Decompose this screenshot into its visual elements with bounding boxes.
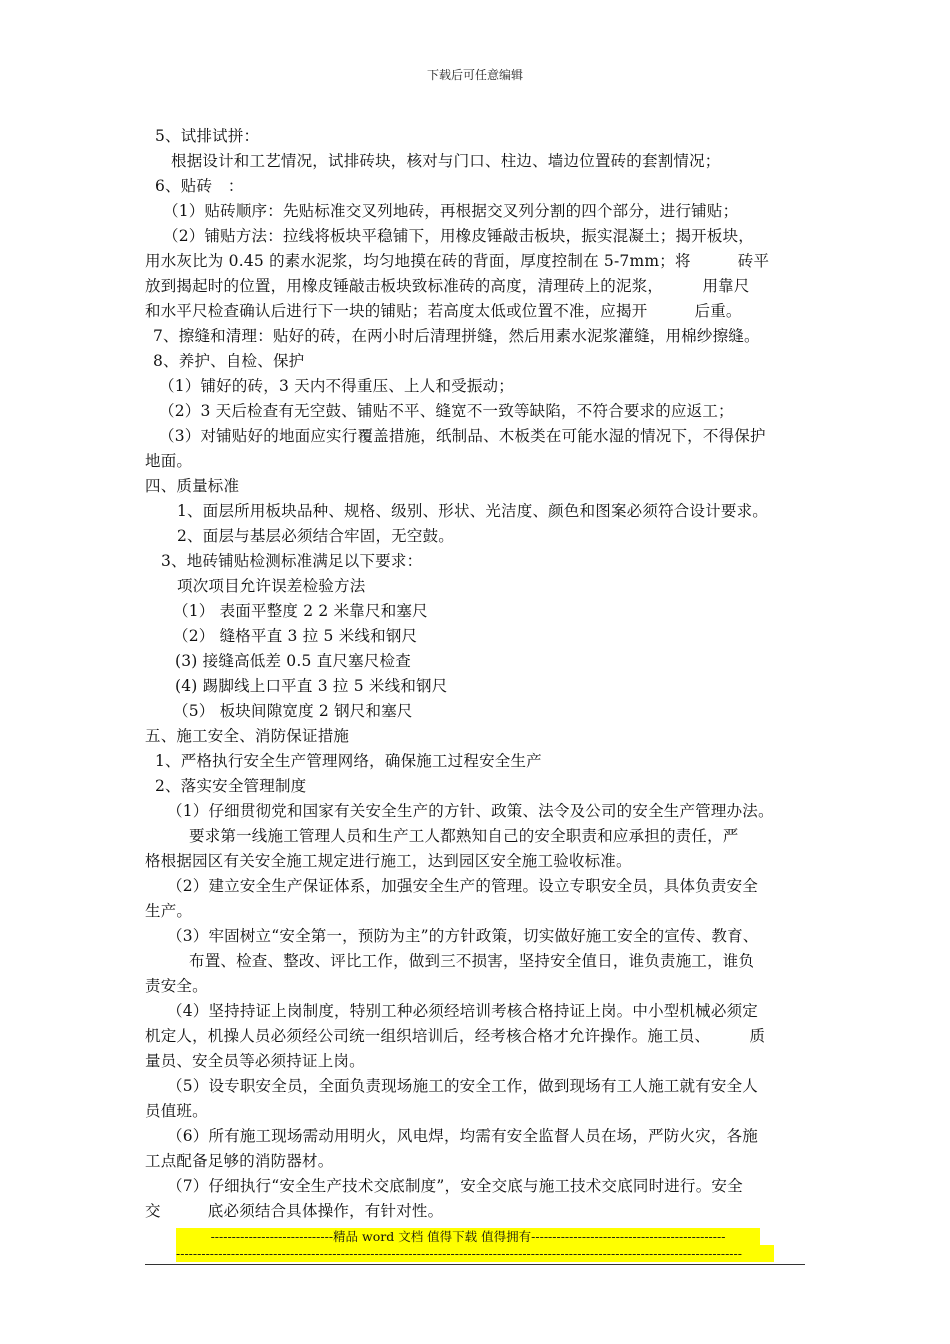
table-row: (4) 踢脚线上口平直 3 拉 5 米线和钢尺 xyxy=(175,677,448,695)
text-line: 量员、安全员等必须持证上岗。 xyxy=(145,1052,365,1070)
text-line: （6）所有施工现场需动用明火，风电焊，均需有安全监督人员在场，严防火灾，各施 xyxy=(167,1127,758,1145)
text-line: （2）铺贴方法：拉线将板块平稳铺下，用橡皮锤敲击板块，振实混凝土；揭开板块， xyxy=(163,227,754,245)
footer-highlight-dashes: -------------------------------------------------------------------------------------------------------------------------------------- xyxy=(176,1245,774,1262)
table-row: （1） 表面平整度 2 2 米靠尺和塞尺 xyxy=(173,602,428,620)
document-body xyxy=(145,124,805,1224)
text-line: 格根据园区有关安全施工规定进行施工，达到园区安全施工验收标准。 xyxy=(145,852,632,870)
text-line: （2）建立安全生产保证体系，加强安全生产的管理。设立专职安全员，具体负责安全 xyxy=(167,877,758,895)
footer-rule xyxy=(145,1264,805,1265)
text-line: 布置、检查、整改、评比工作，做到三不损害，坚持安全值日，谁负责施工，谁负 xyxy=(189,952,755,970)
text-line: （5）设专职安全员，全面负责现场施工的安全工作，做到现场有工人施工就有安全人 xyxy=(167,1077,758,1095)
text-line: 8、养护、自检、保护 xyxy=(153,352,305,370)
text-line: 交 底必须结合具体操作，有针对性。 xyxy=(145,1202,444,1220)
text-line: 生产。 xyxy=(145,902,193,920)
text-line: 1、严格执行安全生产管理网络，确保施工过程安全生产 xyxy=(155,752,542,770)
text-line: 员值班。 xyxy=(145,1102,208,1120)
text-line: 和水平尺检查确认后进行下一块的铺贴；若高度太低或位置不准，应揭开 后重。 xyxy=(145,302,742,320)
text-line: 根据设计和工艺情况，试排砖块，核对与门口、柱边、墙边位置砖的套割情况； xyxy=(171,152,721,170)
table-row: （2） 缝格平直 3 拉 5 米线和钢尺 xyxy=(173,627,418,645)
text-line: 地面。 xyxy=(145,452,193,470)
text-line: （7）仔细执行“安全生产技术交底制度”，安全交底与施工技术交底同时进行。安全 xyxy=(167,1177,743,1195)
text-line: （1）仔细贯彻党和国家有关安全生产的方针、政策、法令及公司的安全生产管理办法。 xyxy=(167,802,774,820)
text-line: 5、试排试拼： xyxy=(155,127,260,145)
footer-highlight-line: -----------------------------精品 word 文档 值得下载 值得拥有---------------------------------------------- xyxy=(176,1228,760,1245)
text-line: 机定人，机操人员必须经公司统一组织培训后，经考核合格才允许操作。施工员、 质 xyxy=(145,1027,766,1045)
page-header: 下载后可任意编辑 xyxy=(426,68,523,82)
text-line: （1）贴砖顺序：先贴标准交叉列地砖，再根据交叉列分割的四个部分，进行铺贴； xyxy=(163,202,739,220)
table-row: (3) 接缝高低差 0.5 直尺塞尺检查 xyxy=(175,652,411,670)
text-line: 工点配备足够的消防器材。 xyxy=(145,1152,334,1170)
text-line: 要求第一线施工管理人员和生产工人都熟知自己的安全职责和应承担的责任，严 xyxy=(189,827,739,845)
table-row: （5） 板块间隙宽度 2 钢尺和塞尺 xyxy=(173,702,413,720)
text-line: （4）坚持持证上岗制度，特别工种必须经培训考核合格持证上岗。中小型机械必须定 xyxy=(167,1002,758,1020)
text-line: 2、面层与基层必须结合牢固，无空鼓。 xyxy=(177,527,454,545)
text-line: 1、面层所用板块品种、规格、级别、形状、光洁度、颜色和图案必须符合设计要求。 xyxy=(177,502,768,520)
text-line: 3、地砖铺贴检测标准满足以下要求： xyxy=(161,552,423,570)
text-line: 放到揭起时的位置，用橡皮锤敲击板块致标准砖的高度，清理砖上的泥浆， 用靠尺 xyxy=(145,277,750,295)
text-line: 责安全。 xyxy=(145,977,208,995)
text-line: 6、贴砖 ： xyxy=(155,177,244,195)
text-line: （3）对铺贴好的地面应实行覆盖措施，纸制品、木板类在可能水湿的情况下，不得保护 xyxy=(159,427,766,445)
text-line: （1）铺好的砖，3 天内不得重压、上人和受振动； xyxy=(159,377,514,395)
text-line: （3）牢固树立“安全第一，预防为主”的方针政策，切实做好施工安全的宣传、教育、 xyxy=(167,927,759,945)
table-header-line: 项次项目允许误差检验方法 xyxy=(177,577,366,595)
text-line: 2、落实安全管理制度 xyxy=(155,777,307,795)
text-line: （2）3 天后检查有无空鼓、铺贴不平、缝宽不一致等缺陷，不符合要求的应返工； xyxy=(159,402,734,420)
section-heading: 四、质量标准 xyxy=(145,477,240,495)
text-line: 7、擦缝和清理：贴好的砖，在两小时后清理拼缝，然后用素水泥浆灌缝，用棉纱擦缝。 xyxy=(153,327,760,345)
text-line: 用水灰比为 0.45 的素水泥浆，均匀地摸在砖的背面，厚度控制在 5-7mm；将 砖平 xyxy=(145,252,770,270)
section-heading: 五、施工安全、消防保证措施 xyxy=(145,727,350,745)
